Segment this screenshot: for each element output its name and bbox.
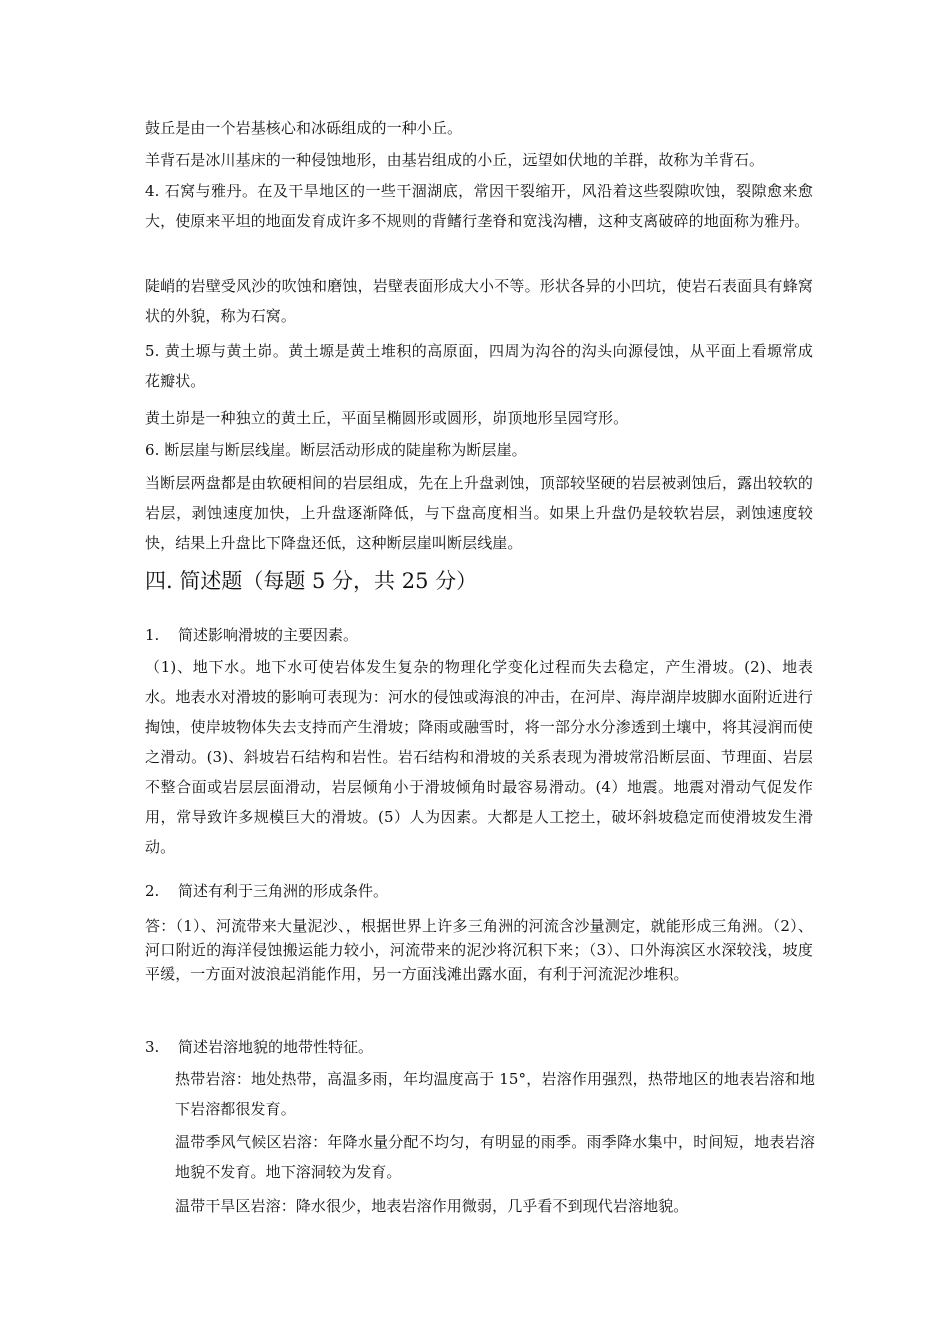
paragraph-fault-scarp: 6. 断层崖与断层线崖。断层活动形成的陡崖称为断层崖。 <box>145 441 527 459</box>
answer-karst-tropical: 热带岩溶：地处热带，高温多雨，年均温度高于 15°，岩溶作用强烈，热带地区的地表岩溶和地下岩溶都很发育。 <box>175 1070 815 1118</box>
paragraph-loess-tableland: 5. 黄土塬与黄土峁。黄土塬是黄土堆积的高原面，四周为沟谷的沟头向源侵蚀，从平面上看塬常成花瓣状。 <box>145 342 813 390</box>
question-text: 简述影响滑坡的主要因素。 <box>178 626 359 644</box>
question-number: 3. <box>145 1038 160 1056</box>
section-heading: 四. 简述题（每题 5 分，共 25 分） <box>145 569 478 593</box>
answer-karst-arid: 温带干旱区岩溶：降水很少，地表岩溶作用微弱，几乎看不到现代岩溶地貌。 <box>175 1197 689 1215</box>
paragraph-roche-moutonnee: 羊背石是冰川基床的一种侵蚀地形，由基岩组成的小丘，远望如伏地的羊群，故称为羊背石。 <box>145 151 765 169</box>
question-text: 简述岩溶地貌的地带性特征。 <box>178 1038 374 1056</box>
question-text: 简述有利于三角洲的形成条件。 <box>178 882 389 900</box>
question-number: 2. <box>145 882 160 900</box>
paragraph-yardang: 4. 石窝与雅丹。在及干旱地区的一些干涸湖底，常因干裂缩开，风沿着这些裂隙吹蚀，裂隙愈来愈大，使原来平坦的地面发育成许多不规则的背鳍行垄脊和宽浅沟槽，这种支离破碎的地面称为雅丹。 <box>145 182 813 230</box>
answer-landslide: （1)、地下水。地下水可使岩体发生复杂的物理化学变化过程而失去稳定，产生滑坡。(2)、地表水。地表水对滑坡的影响可表现为：河水的侵蚀或海浪的冲击，在河岸、海岸湖岸坡脚水面附近进行掏蚀，使岸坡物体失去支持而产生滑坡；降雨或融雪时，将一部分水分渗透到土壤中，将其浸润而使之滑动。(3)、斜坡岩石结构和岩性。岩石结构和滑坡的关系表现为滑坡常沿断层面、节理面、岩层不整合面或岩层层面滑动，岩层倾角小于滑坡倾角时最容易滑动。(4）地震。地震对滑动气促发作用，常导致许多规模巨大的滑坡。(5）人为因素。大都是人工挖土，破坏斜坡稳定而使滑坡发生滑动。 <box>145 658 813 856</box>
paragraph-honeycomb-rock: 陡峭的岩壁受风沙的吹蚀和磨蚀，岩壁表面形成大小不等。形状各异的小凹坑，使岩石表面具有蜂窝状的外貌，称为石窝。 <box>145 277 813 325</box>
answer-delta: 答：（1）、河流带来大量泥沙、，根据世界上许多三角洲的河流含沙量测定，就能形成三角洲。（2）、河口附近的海洋侵蚀搬运能力较小，河流带来的泥沙将沉积下来；（3）、口外海滨区水深较浅，坡度平缓，一方面对波浪起消能作用，另一方面浅滩出露水面，有利于河流泥沙堆积。 <box>145 917 813 983</box>
question-number: 1. <box>145 626 160 644</box>
paragraph-loess-hill: 黄土峁是一种独立的黄土丘，平面呈椭圆形或圆形，峁顶地形呈园穹形。 <box>145 409 629 427</box>
paragraph-drumlin: 鼓丘是由一个岩基核心和冰砾组成的一种小丘。 <box>145 119 463 137</box>
paragraph-fault-line-scarp: 当断层两盘都是由软硬相间的岩层组成，先在上升盘剥蚀，顶部较坚硬的岩层被剥蚀后，露出较软的岩层，剥蚀速度加快，上升盘逐渐降低，与下盘高度相当。如果上升盘仍是较软岩层，剥蚀速度较快，结果上升盘比下降盘还低，这种断层崖叫断层线崖。 <box>145 474 813 552</box>
answer-karst-monsoon: 温带季风气候区岩溶：年降水量分配不均匀，有明显的雨季。雨季降水集中，时间短，地表岩溶地貌不发育。地下溶洞较为发育。 <box>175 1133 815 1181</box>
